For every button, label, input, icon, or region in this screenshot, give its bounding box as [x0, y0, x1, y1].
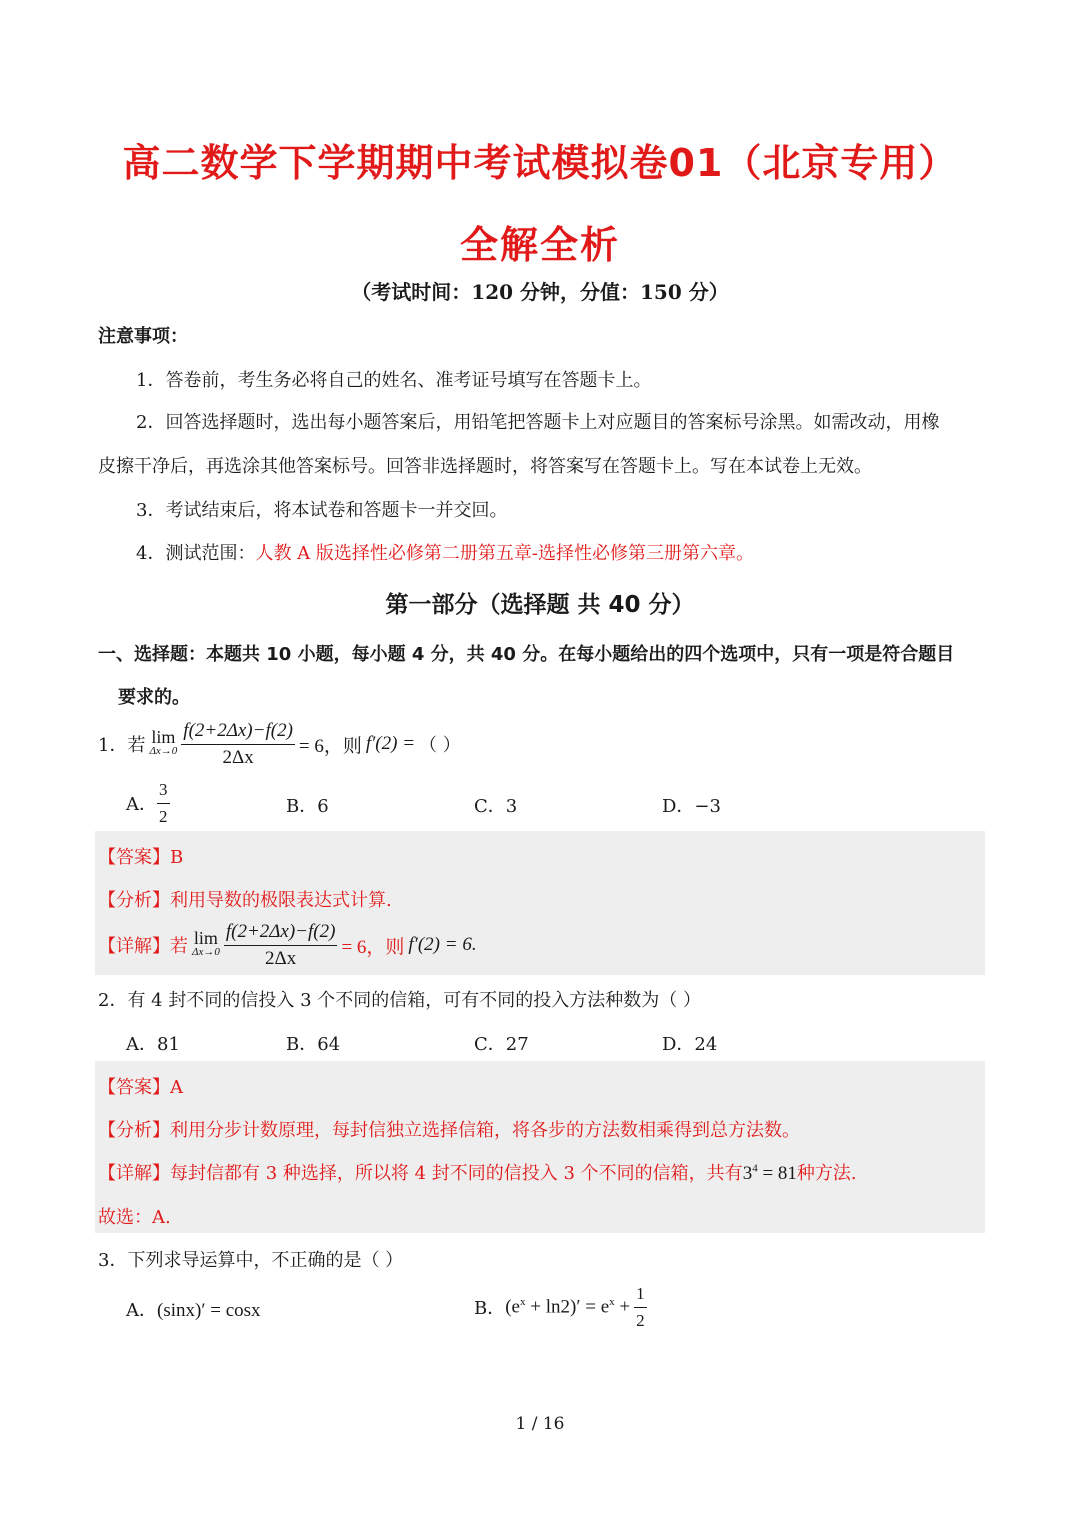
q1-detail-eq: = 6，则: [341, 936, 405, 958]
q3-option-b-plus: +: [614, 1296, 631, 1318]
q3-option-b-mid: + ln2)′ = e: [525, 1296, 610, 1318]
q1-frac-den: 2Δx: [222, 746, 254, 768]
q2-option-d: D．24: [662, 1034, 718, 1055]
q1-detail-lim-sub: Δx→0: [192, 946, 220, 958]
q3-option-b-num: 1: [634, 1281, 647, 1308]
q3-option-b-sup: x: [520, 1295, 526, 1308]
notice-item-2-line1: 2．回答选择题时，选出每小题答案后，用铅笔把答题卡上对应题目的答案标号涂黑。如需改动，用橡: [136, 412, 940, 433]
q3-option-b-label: B．: [474, 1298, 506, 1319]
q1-option-a-label: A．: [126, 794, 157, 815]
exam-info: （考试时间：120 分钟，分值：150 分）: [351, 280, 729, 304]
q2-option-a: A．81: [126, 1034, 180, 1055]
notice-heading: 注意事项：: [98, 326, 188, 347]
q2-detail-tail: 种方法.: [796, 1163, 857, 1184]
q1-eq: = 6，则: [298, 735, 362, 757]
q1-lim-word: lim: [151, 727, 176, 747]
q1-lim-sub: Δx→0: [149, 745, 178, 757]
q2-detail-exp: 4: [752, 1162, 758, 1175]
q1-option-a-fraction: [157, 777, 170, 830]
q2-detail-text: 【详解】每封信都有 3 种选择，所以将 4 封不同的信投入 3 个不同的信箱，共有: [98, 1163, 743, 1184]
q3-option-a: [126, 1296, 261, 1322]
q1-detail: [98, 919, 477, 971]
q2-detail: [98, 1159, 857, 1185]
q1-limit: [149, 727, 178, 758]
q2-answer: 【答案】A: [98, 1077, 183, 1098]
notice-item-4-prefix: 4．测试范围：: [136, 543, 256, 564]
q1-option-d: D．−3: [662, 796, 721, 817]
q2-detail-base: 3: [742, 1163, 753, 1184]
q2-answer-box: [95, 1061, 985, 1233]
notice-item-4-scope: 人教 A 版选择性必修第二册第五章-选择性必修第三册第六章。: [255, 543, 754, 564]
notice-item-2-line2: 皮擦干净后，再选涂其他答案标号。回答非选择题时，将答案写在答题卡上。写在本试卷上无效。: [98, 456, 872, 477]
q1-detail-result: f′(2) = 6.: [408, 934, 477, 955]
q3-option-a-math: (sinx)′ = cosx: [157, 1300, 261, 1321]
q3-option-b: [474, 1282, 647, 1332]
q1-detail-limit: [192, 928, 220, 959]
q3-option-b-den: 2: [636, 1310, 645, 1330]
q3-option-b-fraction: [634, 1281, 647, 1334]
q3-option-b-left: [505, 1296, 630, 1318]
q1-frac-num: f(2+2Δx)−f(2): [181, 718, 295, 745]
q1-analysis: 【分析】利用导数的极限表达式计算.: [98, 890, 392, 911]
q1-answer: 【答案】B: [98, 847, 184, 868]
q1-detail-frac-num: f(2+2Δx)−f(2): [224, 919, 338, 946]
question-3-stem: 3．下列求导运算中，不正确的是（ ）: [98, 1250, 404, 1271]
q2-analysis: 【分析】利用分步计数原理，每封信独立选择信箱，将各步的方法数相乘得到总方法数。: [98, 1120, 800, 1141]
q1-option-c: C．3: [474, 796, 518, 817]
q3-option-a-label: A．: [126, 1300, 157, 1321]
q3-option-b-sup2: x: [609, 1295, 615, 1308]
q1-prefix: 1．若: [98, 735, 146, 756]
q3-option-b-left-text: (e: [505, 1296, 520, 1318]
part1-heading: 第一部分（选择题 共 40 分）: [385, 592, 695, 618]
part1-instruction-line1: 一、选择题：本题共 10 小题，每小题 4 分，共 40 分。在每小题给出的四个选项中，只有一项是符合题目: [98, 644, 955, 665]
q1-option-b: B．6: [286, 796, 329, 817]
notice-item-1: 1．答卷前，考生务必将自己的姓名、准考证号填写在答题卡上。: [136, 370, 652, 391]
part1-instruction-line2: 要求的。: [118, 687, 190, 708]
q1-option-a: [126, 778, 170, 828]
q1-fprime: f′(2) =: [365, 733, 416, 754]
q2-detail-eq: = 81: [757, 1163, 797, 1184]
q1-fraction: [181, 718, 295, 771]
notice-item-3: 3．考试结束后，将本试卷和答题卡一并交回。: [136, 500, 508, 521]
q2-option-c: C．27: [474, 1034, 529, 1055]
q1-option-a-den: 2: [159, 806, 168, 826]
q1-option-a-num: 3: [157, 777, 170, 804]
document-title: 高二数学下学期期中考试模拟卷01（北京专用）: [122, 141, 958, 185]
question-2-stem: 2．有 4 封不同的信投入 3 个不同的信箱，可有不同的投入方法种数为（ ）: [98, 990, 701, 1011]
q1-detail-lim-word: lim: [193, 928, 218, 948]
q1-detail-prefix: 【详解】若: [98, 936, 188, 957]
notice-item-4: [136, 539, 754, 565]
page-number: 1 / 16: [515, 1414, 565, 1434]
q1-detail-frac-den: 2Δx: [265, 947, 297, 969]
question-1-stem: [98, 716, 461, 772]
q2-detail-math: [743, 1163, 797, 1184]
q2-choose: 故选：A.: [98, 1207, 171, 1228]
document-subtitle: 全解全析: [459, 223, 620, 267]
q1-answer-box: [95, 831, 985, 975]
q2-option-b: B．64: [286, 1034, 341, 1055]
q1-blank: （ ）: [419, 735, 461, 756]
q1-detail-fraction: [224, 919, 338, 972]
